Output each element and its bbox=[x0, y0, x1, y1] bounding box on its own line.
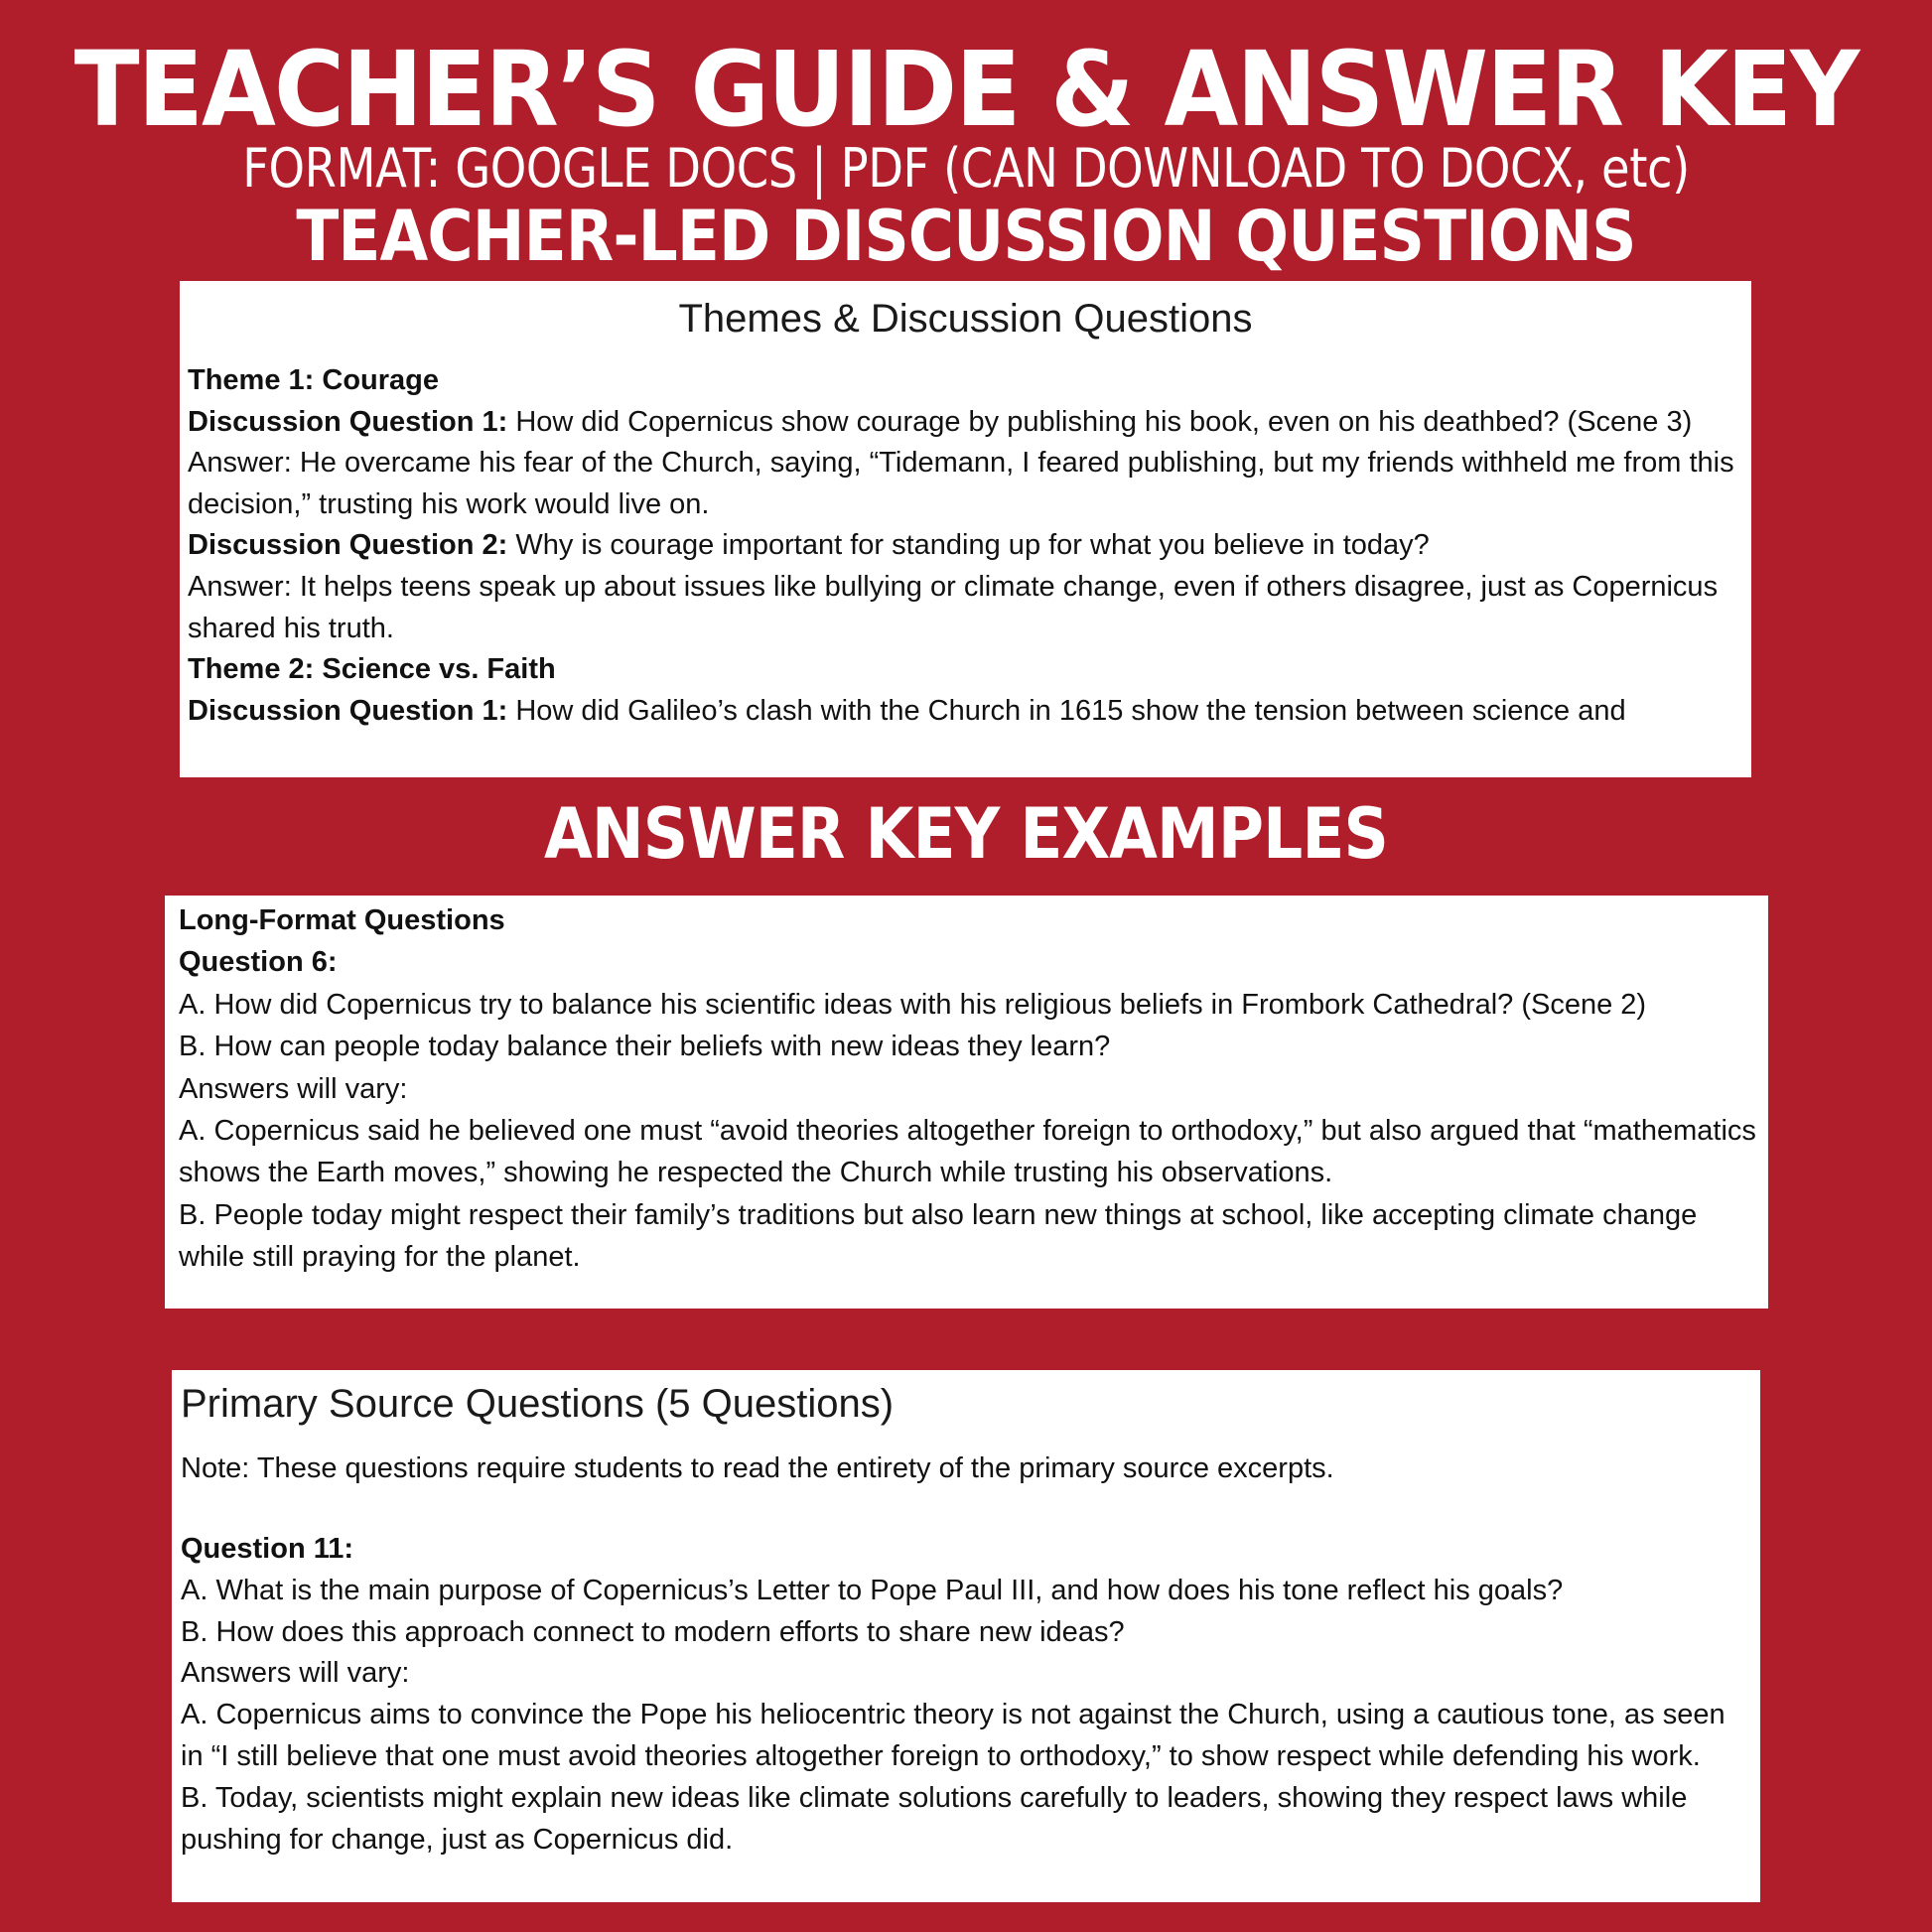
answer-part-b: B. Today, scientists might explain new ideas like climate solutions carefully to leaders, showing they respect laws while pushing for change, just as Copernicus did. bbox=[181, 1781, 1688, 1856]
panel-title: Primary Source Questions (5 Questions) bbox=[181, 1382, 895, 1426]
question-label: Discussion Question 1: bbox=[188, 405, 508, 438]
question-text: How did Copernicus show courage by publishing his book, even on his deathbed? (Scene 3) bbox=[507, 405, 1693, 438]
primary-source-answer-panel bbox=[172, 1370, 1760, 1902]
answer-part-a: A. Copernicus said he believed one must “avoid theories altogether foreign to orthodoxy,” but also argued that “mathematics shows the Earth moves,” showing he respected the Church while trusting his observations. bbox=[179, 1115, 1756, 1189]
discussion-question bbox=[188, 691, 1743, 733]
answer-part-a: A. Copernicus aims to convince the Pope his heliocentric theory is not against the Church, using a cautious tone, as seen in “I still believe that one must avoid theories altogether foreign to orthodoxy,” to show respect while defending his work. bbox=[181, 1699, 1725, 1772]
answer-text: Answer: He overcame his fear of the Church, saying, “Tidemann, I feared publishing, but my friends withheld me from this decision,” trusting his work would live on. bbox=[188, 447, 1734, 520]
discussion-questions-panel bbox=[180, 281, 1751, 777]
question-part-a: A. What is the main purpose of Copernicus’s Letter to Pope Paul III, and how does his tone reflect his goals? bbox=[181, 1574, 1564, 1606]
question-part-b: B. How can people today balance their beliefs with new ideas they learn? bbox=[179, 1031, 1111, 1063]
question-text: How did Galileo’s clash with the Church in 1615 show the tension between science and bbox=[507, 694, 1626, 727]
section-heading: Long-Format Questions bbox=[179, 904, 505, 936]
theme-heading: Theme 2: Science vs. Faith bbox=[188, 653, 556, 686]
answers-label: Answers will vary: bbox=[179, 1072, 408, 1105]
long-format-answer-panel bbox=[165, 896, 1768, 1309]
page-title: TEACHER’S GUIDE & ANSWER KEY bbox=[73, 29, 1859, 150]
panel-title: Themes & Discussion Questions bbox=[678, 297, 1253, 341]
answer-part-b: B. People today might respect their family’s traditions but also learn new things at school, like accepting climate change while still praying for the planet. bbox=[179, 1198, 1698, 1274]
question-label: Discussion Question 2: bbox=[188, 529, 508, 562]
question-text: Why is courage important for standing up for what you believe in today? bbox=[507, 529, 1430, 562]
question-label: Question 6: bbox=[179, 946, 338, 979]
section-heading-answer-key: ANSWER KEY EXAMPLES bbox=[544, 793, 1388, 875]
theme-heading: Theme 1: Courage bbox=[188, 364, 439, 396]
spacer bbox=[181, 1489, 1752, 1529]
section-heading-discussion: TEACHER-LED DISCUSSION QUESTIONS bbox=[296, 196, 1636, 277]
question-label: Question 11: bbox=[181, 1533, 354, 1565]
answer-text: Answer: It helps teens speak up about issues like bullying or climate change, even if others disagree, just as Copernicus shared his truth. bbox=[188, 570, 1719, 644]
discussion-question bbox=[188, 525, 1743, 567]
format-line: FORMAT: GOOGLE DOCS | PDF (CAN DOWNLOAD TO DOCX, etc) bbox=[242, 137, 1690, 200]
question-part-a: A. How did Copernicus try to balance his scientific ideas with his religious beliefs in Frombork Cathedral? (Scene 2) bbox=[179, 988, 1647, 1021]
question-label: Discussion Question 1: bbox=[188, 694, 508, 727]
discussion-question bbox=[188, 402, 1743, 444]
note-text: Note: These questions require students to read the entirety of the primary source excerpts. bbox=[181, 1452, 1334, 1484]
question-part-b: B. How does this approach connect to modern efforts to share new ideas? bbox=[181, 1615, 1125, 1648]
answers-label: Answers will vary: bbox=[181, 1657, 410, 1690]
